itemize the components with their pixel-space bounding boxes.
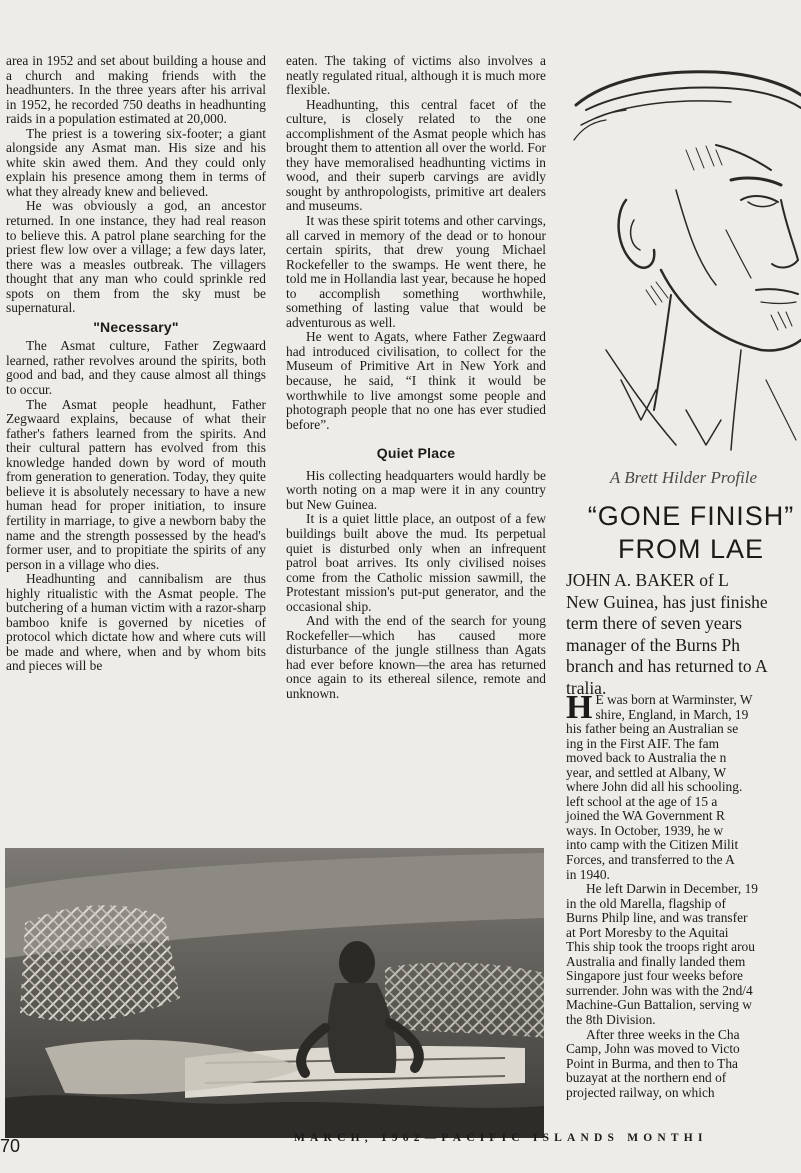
intro-line: branch and has returned to A [566, 656, 768, 676]
paragraph: It is a quiet little place, an outpost of a few buildings built above the mud. Its perpetual quiet is disturbed only when an infrequent patrol boat arrives. Its only civilised noises come from the Catholic mission sawmill, the Protestant mission's put-put generator, and the occasional ship. [286, 511, 546, 614]
intro-line: manager of the Burns Ph [566, 634, 740, 655]
paragraph: The priest is a towering six-footer; a giant alongside any Asmat man. His size and his white skin awed them. And they could only explain his presence among them in terms of what they already knew and believed. [6, 125, 266, 199]
paragraph: eaten. The taking of victims also involves a neatly regulated ritual, although it is much more flexible. [286, 53, 546, 98]
body-line: Australia and finally landed them [566, 953, 746, 969]
paragraph: Headhunting and cannibalism are thus highly ritualistic with the Asmat people. The butchering of a human victim with a razor-sharp bamboo knife is governed by niceties of protocol which dictate how and where cuts will be made and where, when and by whom bits and pieces will be [6, 571, 266, 674]
paragraph: It was these spirit totems and other carvings, all carved in memory of the dead or to honour certain spirits, that drew young Michael Rockefeller to the swamps. He went there, he told me in Hollandia last year, because he hoped to accomplish something worthwhile, something of lasting value that would be adventurous as well. [286, 213, 546, 330]
portrait-sketch [566, 50, 801, 460]
paragraph: area in 1952 and set about building a house and a church and making friends with the headhunters. In the three years after his arrival in 1952, he recorded 750 deaths in headhunting raids in a population estimated at 20,000. [6, 53, 266, 127]
article-column-1 [6, 54, 266, 674]
body-line: in 1940. [566, 866, 610, 882]
profile-headline [566, 500, 801, 566]
intro-line: JOHN A. BAKER of L [566, 570, 729, 590]
body-line: Camp, John was moved to Victo [566, 1041, 740, 1057]
body-line: in the old Marella, flagship of [566, 895, 726, 911]
body-line: his father being an Australian se [566, 721, 739, 737]
body-line: He left Darwin in December, 19 [586, 881, 758, 897]
headline-line-1: “GONE FINISH” [587, 501, 795, 531]
body-line: E was born at Warminster, W [595, 692, 753, 707]
photo-carvings [5, 848, 544, 1138]
profile-paragraph-2 [566, 882, 801, 1027]
body-line: ing in the First AIF. The fam [566, 735, 720, 751]
profile-paragraph-1 [566, 689, 801, 882]
body-line: After three weeks in the Cha [586, 1026, 740, 1042]
paragraph: He was obviously a god, an ancestor returned. In one instance, they had real reason to believe this. A patrol plane searching for the priest flew low over a village; a few days later, there was a measles outbreak. The villagers thought that any man who could sprinkle red spots on them from the sky must be supernatural. [6, 198, 266, 316]
portrait-drawing [566, 50, 801, 460]
intro-line: term there of seven years [566, 613, 742, 633]
body-line: where John did all his schooling. [566, 779, 743, 795]
paragraph: And with the end of the search for young Rockefeller—which has caused more disturbance of the jungle stillness than Agats had ever before known—the area has returned once again to its ethereal silence, remote and unknown. [286, 613, 546, 701]
body-line: Point in Burma, and then to Tha [566, 1055, 738, 1071]
body-line: moved back to Australia the n [566, 750, 727, 766]
body-line: joined the WA Government R [566, 808, 725, 824]
body-line: surrender. John was with the 2nd/4 [566, 982, 753, 998]
running-footer: MARCH, 1962—PACIFIC ISLANDS MONTHI [294, 1132, 708, 1144]
body-line: Singapore just four weeks before [566, 968, 744, 984]
drop-cap: H [566, 689, 593, 726]
body-line: at Port Moresby to the Aquitai [566, 924, 729, 940]
article-photo [5, 848, 544, 1138]
profile-intro [566, 570, 801, 699]
body-line: into camp with the Citizen Milit [566, 837, 739, 853]
body-line: the 8th Division. [566, 1012, 656, 1028]
page-footer [0, 1130, 801, 1170]
paragraph: The Asmat people headhunt, Father Zegwaard explains, because of what their father's fathers learned from the spirits. And their cultural pattern has evolved from this knowledge handed down by word of mouth from generation to generation. Today, they quite believe it is absolutely necessary to have a new human head for proper initiation, to insure fertility in marriage, to give a newborn baby the name and the strength possessed by the head's former user, and to propitiate the spirits of any person in a village who dies. [6, 396, 266, 572]
paragraph: Headhunting, this central facet of the culture, is closely related to the one accomplishment of the Asmat people which has brought them to attention all over the world. For they have memoralised headhunting victims in wood, and their superb carvings are avidly sought by anthropologists, primitive art dealers and museums. [286, 96, 546, 214]
paragraph: He went to Agats, where Father Zegwaard had introduced civilisation, to collect for the Museum of Primitive Art in New York and because, he said, “I think it would be worthwhile to live amongst some people and photograph people that no one has ever studied before”. [286, 329, 546, 432]
intro-line: tralia. [566, 677, 607, 698]
article-column-2 [286, 54, 546, 702]
body-line: shire, England, in March, 19 [595, 706, 749, 722]
body-line: projected railway, on which [566, 1084, 715, 1100]
headline-line-2: FROM LAE [617, 534, 765, 564]
profile-label: A Brett Hilder Profile [609, 468, 758, 487]
profile-paragraph-3 [566, 1028, 801, 1101]
paragraph: His collecting headquarters would hardly be worth noting on a map were it in any country but New Guinea. [286, 467, 546, 512]
body-line: buzayat at the northern end of [566, 1070, 727, 1086]
body-line: Machine-Gun Battalion, serving w [566, 997, 752, 1013]
intro-line: New Guinea, has just finishe [566, 591, 768, 612]
paragraph: The Asmat culture, Father Zegwaard learned, rather revolves around the spirits, both good and bad, and they cause almost all things to occur. [6, 338, 266, 398]
body-line: left school at the age of 15 a [566, 793, 718, 809]
page-number: 70 [0, 1136, 21, 1156]
subheading-necessary: "Necessary" [93, 318, 179, 335]
body-line: ways. In October, 1939, he w [566, 822, 724, 838]
body-line: Forces, and transferred to the A [566, 852, 735, 868]
profile-body [566, 689, 801, 1100]
subheading-quiet-place: Quiet Place [376, 445, 456, 462]
body-line: This ship took the troops right arou [566, 939, 755, 955]
body-line: year, and settled at Albany, W [566, 764, 727, 780]
body-line: Burns Philp line, and was transfer [566, 910, 748, 926]
